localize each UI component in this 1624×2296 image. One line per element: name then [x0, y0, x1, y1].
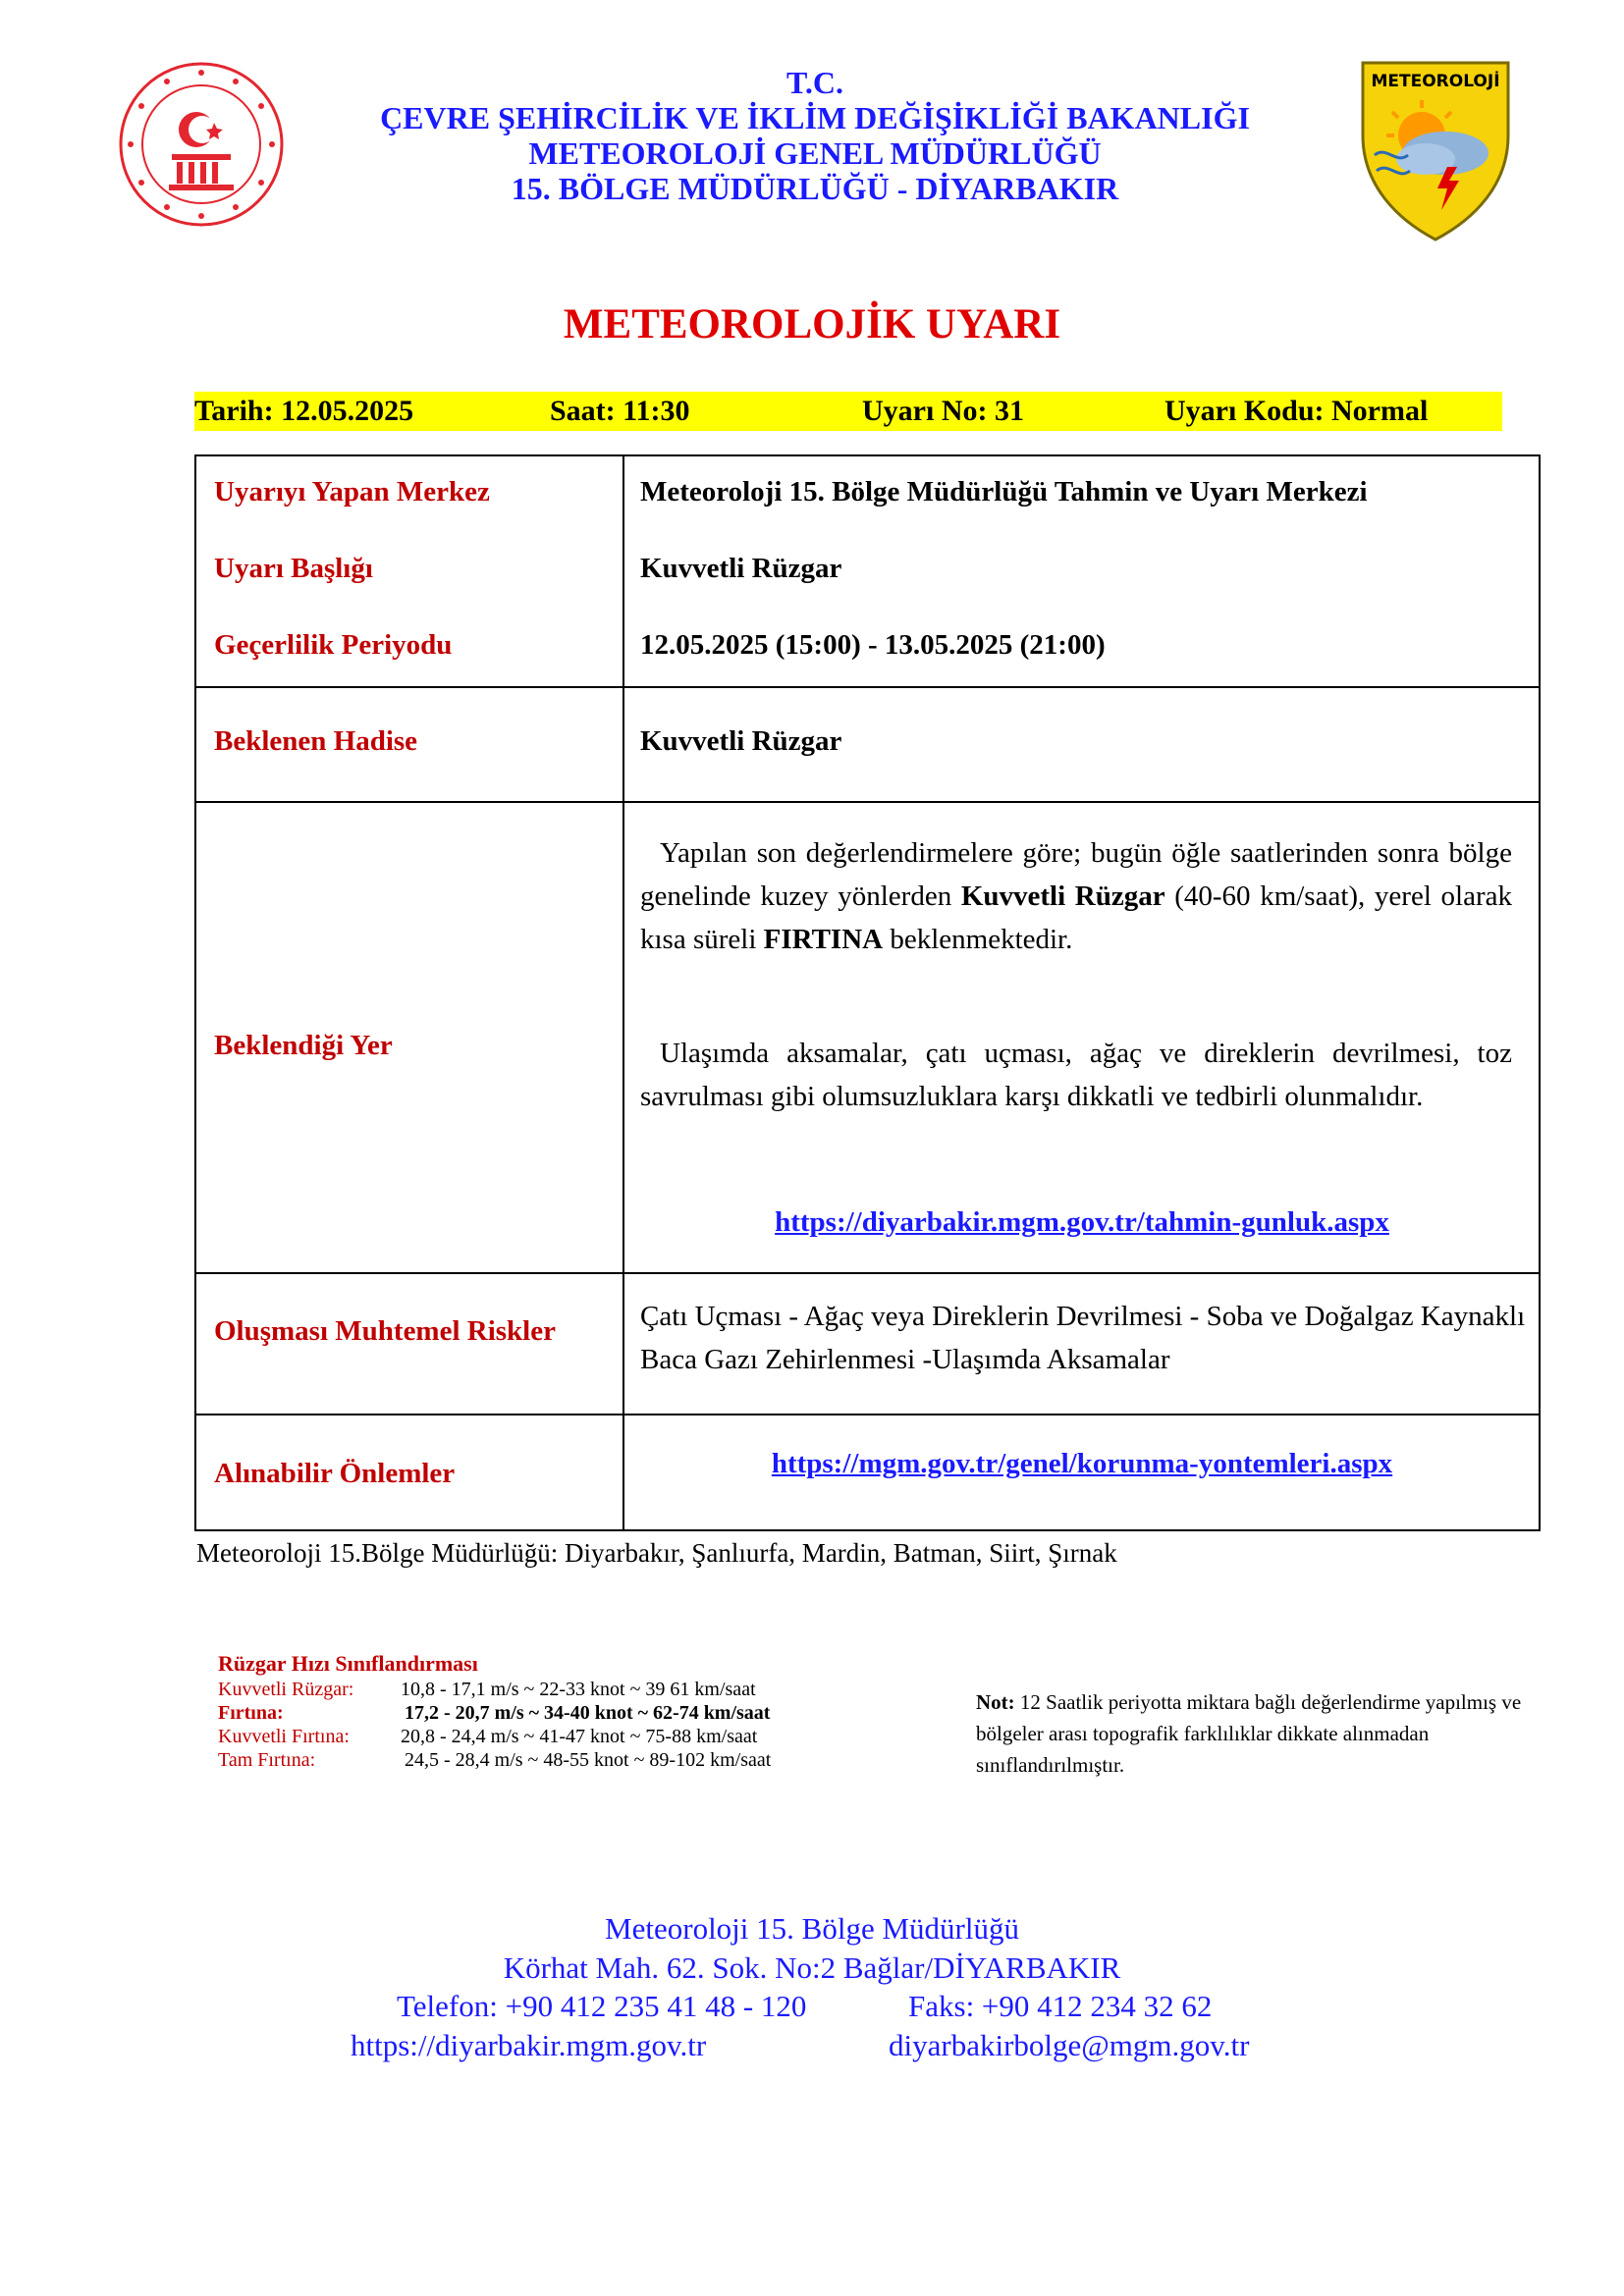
wind-title: Rüzgar Hızı Sınıflandırması: [218, 1651, 478, 1676]
info-bar: [194, 392, 1502, 431]
risks-value: Çatı Uçması - Ağaç veya Direklerin Devrilmesi - Soba ve Doğalgaz Kaynaklı Baca Gazı Zehirlenmesi -Ulaşımda Aksamalar: [640, 1301, 1526, 1375]
warning-code: Uyarı Kodu: Normal: [1164, 395, 1429, 427]
location-paragraph-1: Yapılan son değerlendirmelere göre; bugün öğle saatlerinden sonra bölge genelinde kuzey yönlerden Kuvvetli Rüzgar (40-60 km/saat), yerel olarak kısa süreli FIRTINA beklenmektedir.: [640, 837, 1512, 955]
wind-classification: [218, 1651, 772, 1773]
wind-row-value: 17,2 - 20,7 m/s ~ 34-40 knot ~ 62-74 km/saat: [405, 1702, 771, 1724]
wind-row: [218, 1726, 758, 1749]
wind-row-name: Tam Fırtına:: [218, 1749, 316, 1771]
center-value: Meteoroloji 15. Bölge Müdürlüğü Tahmin ve Uyarı Merkezi: [640, 476, 1368, 507]
footer-office: Meteoroloji 15. Bölge Müdürlüğü: [605, 1911, 1019, 1946]
page-title: METEOROLOJİK UYARI: [563, 301, 1061, 347]
row-divider: [196, 801, 1539, 803]
forecast-link[interactable]: https://diyarbakir.mgm.gov.tr/tahmin-gunluk.aspx: [775, 1206, 1389, 1238]
wind-row: [218, 1679, 756, 1702]
event-label: Beklenen Hadise: [214, 725, 418, 757]
footer-address: Körhat Mah. 62. Sok. No:2 Bağlar/DİYARBAKIR: [503, 1950, 1121, 1985]
warning-date: Tarih: 12.05.2025: [194, 395, 414, 427]
warning-time: Saat: 11:30: [550, 395, 690, 427]
footer-phone: Telefon: +90 412 235 41 48 - 120: [397, 1989, 807, 2023]
region-note: Meteoroloji 15.Bölge Müdürlüğü: Diyarbakır, Şanlıurfa, Mardin, Batman, Siirt, Şırnak: [196, 1538, 1117, 1568]
event-value: Kuvvetli Rüzgar: [640, 725, 842, 757]
measures-label: Alınabilir Önlemler: [214, 1458, 456, 1489]
ministry-emblem: [118, 61, 285, 228]
meteoroloji-logo: [1357, 57, 1514, 243]
footer-fax: Faks: +90 412 234 32 62: [908, 1989, 1213, 2023]
header-region: 15. BÖLGE MÜDÜRLÜĞÜ - DİYARBAKIR: [511, 171, 1119, 206]
footer-website[interactable]: https://diyarbakir.mgm.gov.tr: [351, 2028, 707, 2062]
wind-row: [218, 1702, 771, 1726]
note-text: 12 Saatlik periyotta miktara bağlı değerlendirme yapılmış ve bölgeler arası topografik farklılıklar dikkate alınmadan sınıflandırılmıştır.: [976, 1690, 1522, 1777]
location-label: Beklendiği Yer: [214, 1030, 393, 1061]
header-ministry: ÇEVRE ŞEHİRCİLİK VE İKLİM DEĞİŞİKLİĞİ BAKANLIĞI: [380, 100, 1250, 135]
footer-email[interactable]: diyarbakirbolge@mgm.gov.tr: [889, 2028, 1250, 2062]
wind-row-value: 10,8 - 17,1 m/s ~ 22-33 knot ~ 39 61 km/saat: [401, 1679, 756, 1700]
title-label: Uyarı Başlığı: [214, 553, 373, 584]
measures-link[interactable]: https://mgm.gov.tr/genel/korunma-yontemleri.aspx: [771, 1448, 1393, 1479]
risks-label: Oluşması Muhtemel Riskler: [214, 1315, 556, 1347]
warning-number: Uyarı No: 31: [862, 395, 1024, 427]
classification-note: [976, 1686, 1545, 1781]
center-label: Uyarıyı Yapan Merkez: [214, 476, 490, 507]
title-value: Kuvvetli Rüzgar: [640, 553, 842, 584]
row-divider: [196, 1272, 1539, 1274]
column-divider: [623, 456, 624, 1529]
row-divider: [196, 1414, 1539, 1415]
wind-row-value: 24,5 - 28,4 m/s ~ 48-55 knot ~ 89-102 km/saat: [405, 1749, 772, 1771]
wind-row-name: Kuvvetli Fırtına:: [218, 1726, 350, 1747]
note-label: Not:: [976, 1690, 1015, 1714]
wind-row-name: Kuvvetli Rüzgar:: [218, 1679, 354, 1700]
wind-row-value: 20,8 - 24,4 m/s ~ 41-47 knot ~ 75-88 km/saat: [401, 1726, 758, 1747]
location-paragraph-2: Ulaşımda aksamalar, çatı uçması, ağaç ve direklerin devrilmesi, toz savrulması gibi olumsuzluklara karşı dikkatli ve tedbirli olunmalıdır.: [640, 1038, 1512, 1112]
header-tc: T.C.: [785, 65, 844, 100]
period-label: Geçerlilik Periyodu: [214, 629, 453, 661]
period-value: 12.05.2025 (15:00) - 13.05.2025 (21:00): [640, 629, 1106, 661]
wind-row-name: Fırtına:: [218, 1702, 284, 1724]
wind-row: [218, 1749, 772, 1773]
logo-text: METEOROLOJİ: [1371, 72, 1500, 91]
warning-table: [194, 454, 1541, 1531]
header-directorate: METEOROLOJİ GENEL MÜDÜRLÜĞÜ: [528, 135, 1102, 171]
row-divider: [196, 686, 1539, 688]
